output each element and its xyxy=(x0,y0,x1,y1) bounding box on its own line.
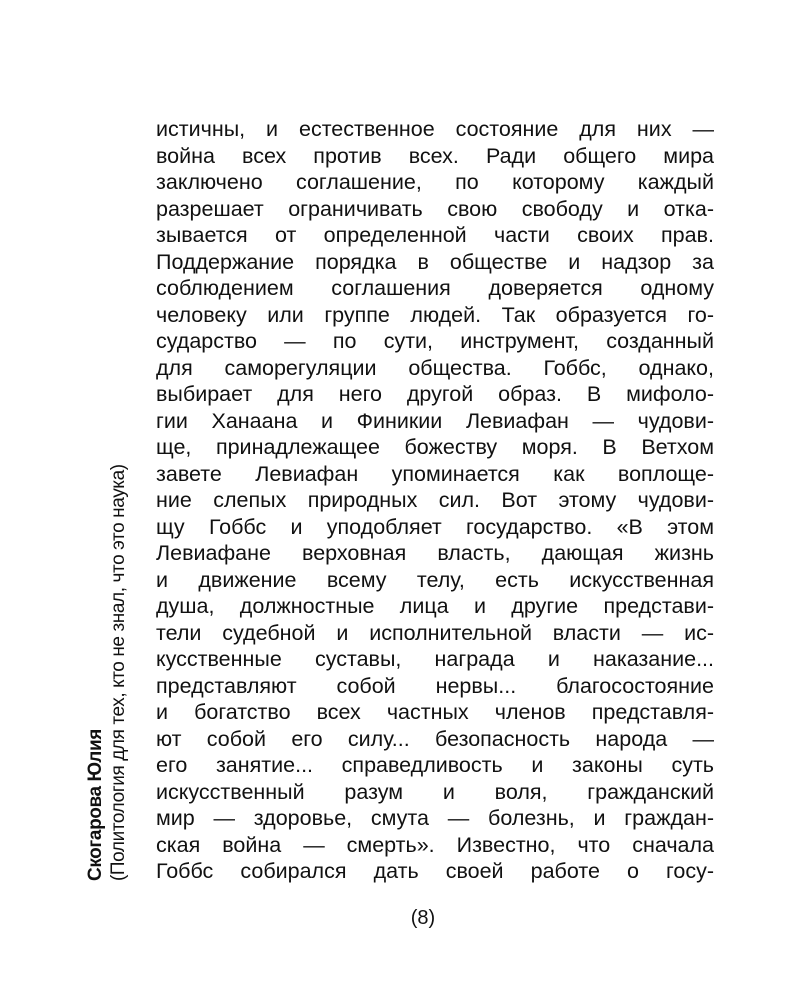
text-line: душа, должностные лица и другие представи- xyxy=(156,594,714,618)
text-line: соблюдением соглашения доверяется одному xyxy=(156,276,714,300)
text-line: и движение всему телу, есть искусственная xyxy=(156,567,714,592)
text-line: для саморегуляции общества. Гоббс, однако, xyxy=(156,355,714,380)
text-line: зывается от определенной части своих прав. xyxy=(156,223,714,247)
text-line: гии Ханаана и Финикии Левиафан — чудови- xyxy=(156,408,714,433)
text-line: Поддержание порядка в обществе и надзор за xyxy=(156,249,714,274)
text-line: разрешает ограничивать свою свободу и отка- xyxy=(156,196,714,221)
text-line: завете Левиафан упоминается как воплоще- xyxy=(156,461,714,486)
text-line: сударство — по сути, инструмент, созданный xyxy=(156,329,714,353)
text-line: мир — здоровье, смута — болезнь, и граждан- xyxy=(156,806,714,830)
page-number: (8) xyxy=(410,907,436,929)
author-name: Скогарова Юлия xyxy=(85,729,106,881)
text-line: его занятие... справедливость и законы суть xyxy=(156,753,714,777)
text-line: щу Гоббс и уподобляет государство. «В этом xyxy=(156,514,714,539)
text-line: ская война — смерть». Известно, что сначала xyxy=(156,832,714,857)
running-header xyxy=(84,464,130,881)
text-line: представляют собой нервы... благосостояние xyxy=(156,673,714,698)
text-line: Гоббс собирался дать своей работе о госу- xyxy=(156,859,714,883)
text-line: Левиафане верховная власть, дающая жизнь xyxy=(156,541,714,565)
text-line: выбирает для него другой образ. В мифоло- xyxy=(156,382,714,406)
text-line: истичны, и естественное состояние для них — xyxy=(156,117,714,141)
text-line: и богатство всех частных членов представля- xyxy=(156,700,714,724)
text-line: человеку или группе людей. Так образуется го- xyxy=(156,302,714,327)
book-title: (Политология для тех, кто не знал, что это наука) xyxy=(108,464,129,881)
page-number-container xyxy=(0,907,800,930)
text-line: война всех против всех. Ради общего мира xyxy=(156,143,714,168)
text-line: искусственный разум и воля, гражданский xyxy=(156,779,714,804)
body-text xyxy=(156,116,714,885)
text-line: кусственные суставы, награда и наказание... xyxy=(156,647,714,671)
text-line: заключено соглашение, по которому каждый xyxy=(156,170,714,194)
text-line: тели судебной и исполнительной власти — ис- xyxy=(156,620,714,645)
text-line: ние слепых природных сил. Вот этому чудови- xyxy=(156,488,714,512)
text-line: ют собой его силу... безопасность народа — xyxy=(156,726,714,751)
text-line: ще, принадлежащее божеству моря. В Ветхом xyxy=(156,435,714,459)
